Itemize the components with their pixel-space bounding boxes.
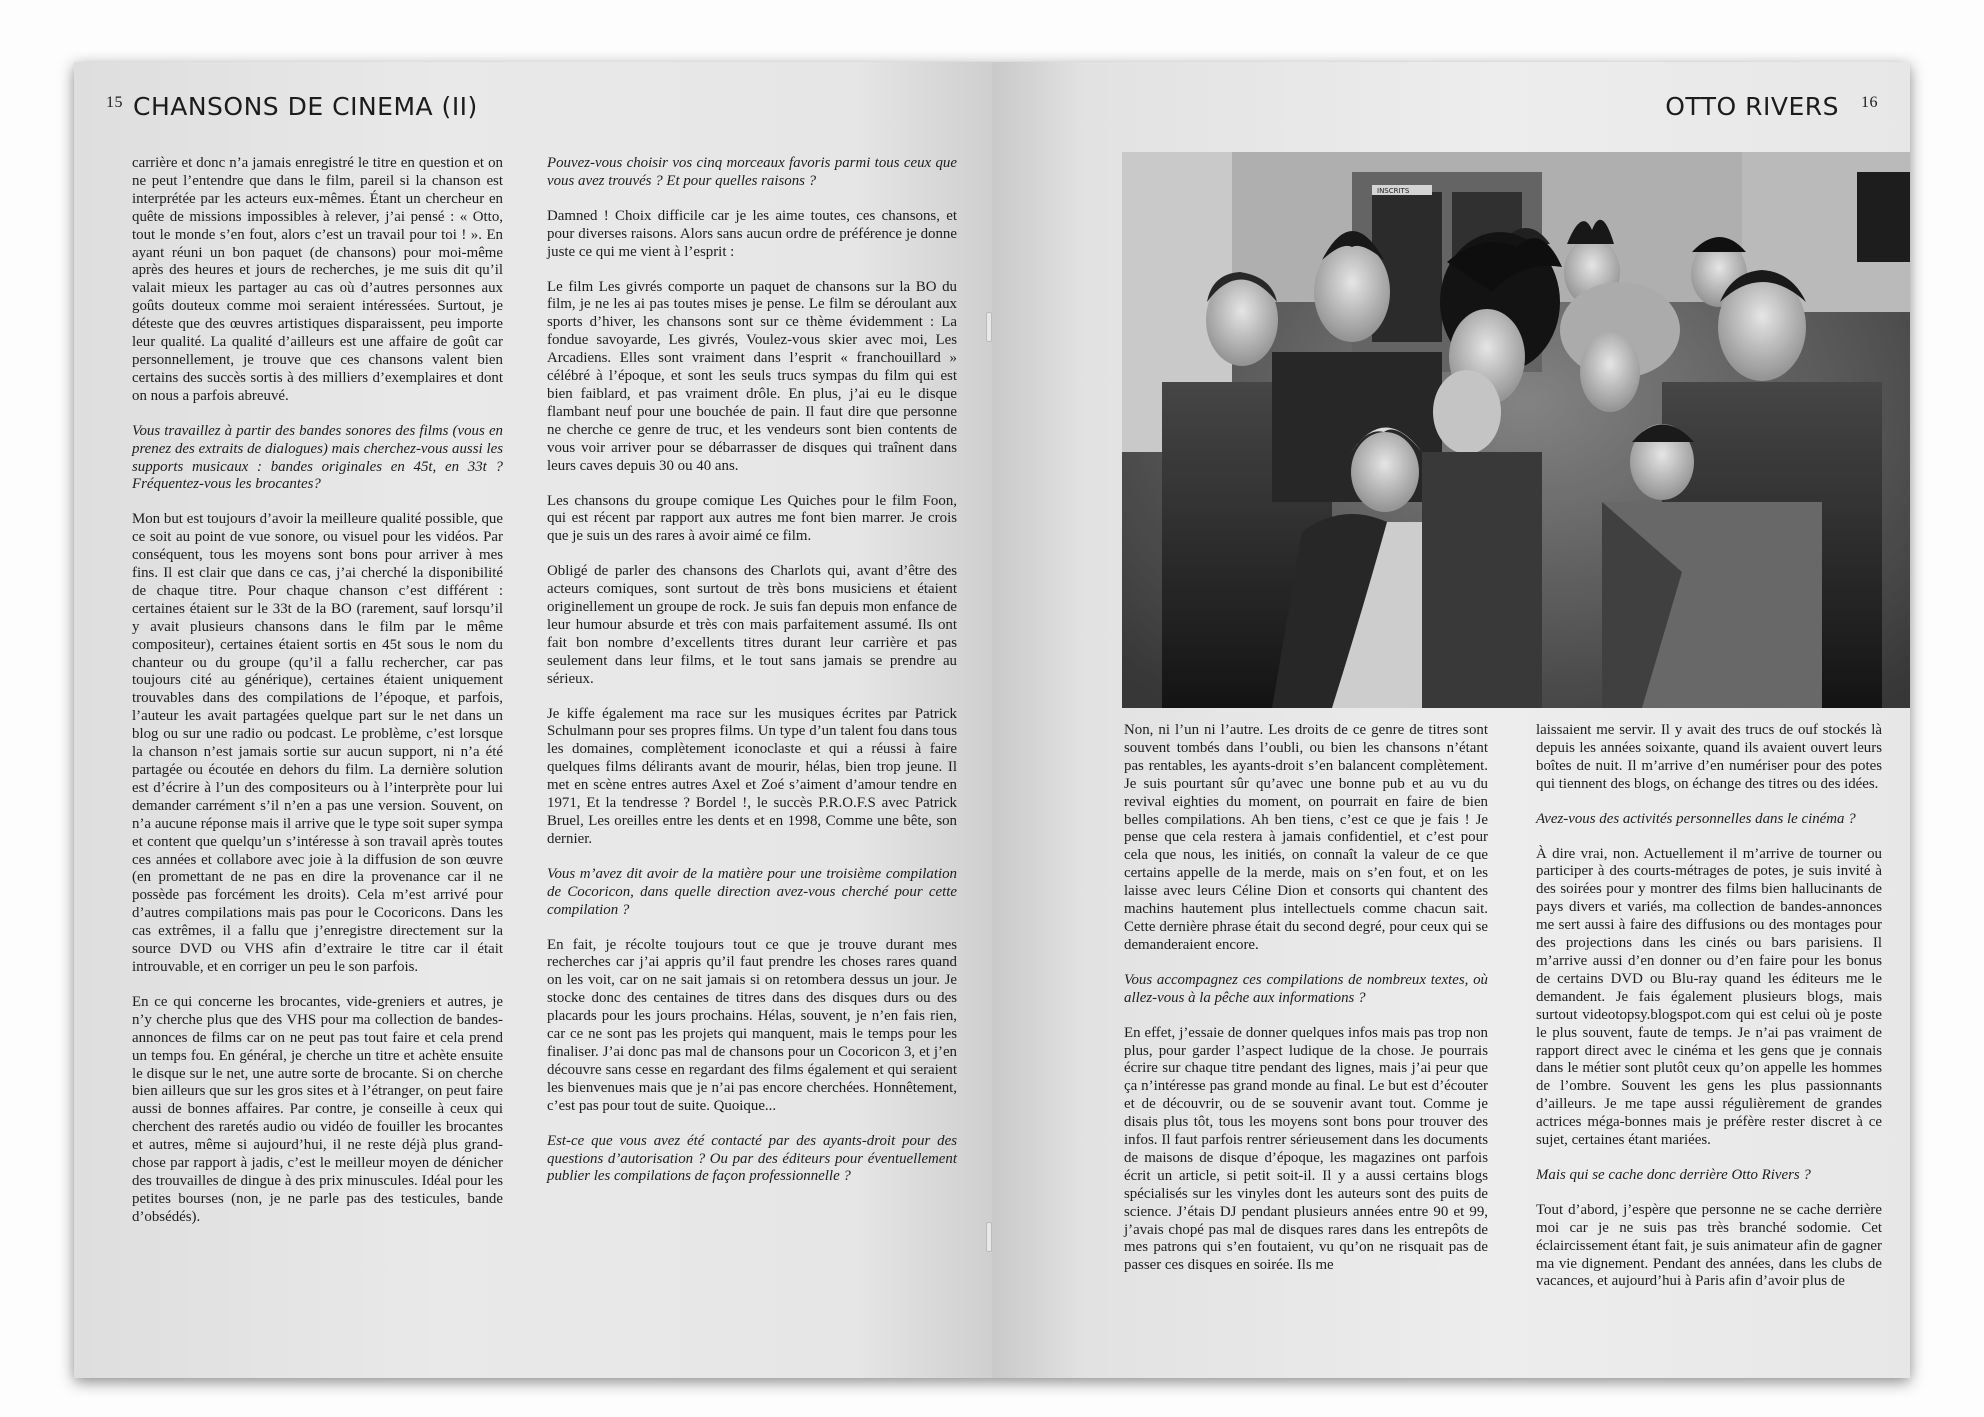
text-column-4 [1536,722,1882,1291]
page-number-left: 15 [106,94,123,111]
interview-answer: Damned ! Choix difficile car je les aime toutes, ces chansons, et pour diverses raisons. Alors sans aucun ordre de préférence je donne juste ce qui me vient à l’esprit : [547,207,957,260]
interview-answer: Non, ni l’un ni l’autre. Les droits de ce genre de titres sont souvent tombés dans l’oubli, ou bien les chansons n’étant pas rentables, les ayants-droit s’en balancent complètement. Je suis pourtant sûr qu’avec une bonne pub et au vu du revival eighties du moment, on pourrait en faire de bien belles compilations. Ah ben tiens, c’est ce que je fais ! Je pense que cela restera à jamais confidentiel, et c’est pour cela que nous, les initiés, on connaît la valeur de ce que certains appelle de la merde, mais on s’en fout, et on les laisse avec leurs Céline Dion et consorts qui chantent des machins hautement plus intellectuels comme chacun sait. Cette dernière phrase était du second degré, pour ceux qui se demanderaient encore. [1124,722,1488,953]
interview-question: Vous m’avez dit avoir de la matière pour une troisième compilation de Cocoricon, dans quelle direction avez-vous cherché pour cette compilation ? [547,865,957,918]
interview-answer: carrière et donc n’a jamais enregistré le titre en question et on ne peut l’entendre que dans le film, pareil si la chanson est interprétée par les acteurs eux-mêmes. Étant un chercheur en quête de missions impossibles à relever, j’ai pensé : « Otto, tout le monde s’en fout, alors c’est un travail pour toi ! ». En ayant réuni un bon paquet (de chansons) pour moi-même après des heures et jours de recherches, je me suis dit qu’il valait mieux les partager au cas où d’autres personnes aux goûts douteux comme moi seraient intéressées. Surtout, je déteste que des œuvres artistiques disparaissent, peu importe leur qualité. La qualité d’ailleurs est une affaire de goût car personnellement, je trouve que ces chansons valent bien certains des succès sortis à des milliers d’exemplaires et dont on nous a parfois abreuvé. [132,155,503,404]
section-title: CHANSONS DE CINEMA (II) [133,92,478,121]
left-page [74,62,992,1378]
text-column-3 [1124,722,1488,1275]
group-photo [1122,152,1910,708]
interview-answer: Tout d’abord, j’espère que personne ne se cache derrière moi car je ne suis pas très branché sodomie. Cet éclaircissement étant fait, je suis animateur afin de gagner ma vie dignement. Pendant des années, dans les clubs de vacances, et aujourd’hui à Paris afin d’avoir plus de [1536,1201,1882,1290]
interview-question: Pouvez-vous choisir vos cinq morceaux favoris parmi tous ceux que vous avez trouvés ? Et pour quelles raisons ? [547,155,957,189]
interview-answer: Obligé de parler des chansons des Charlots qui, avant d’être des acteurs comiques, sont surtout de très bons musiciens et étaient originellement un groupe de rock. Je suis fan depuis mon enfance de leur humour absurde et très con mais parfaitement assumé. Ils ont fait bon nombre d’excellents titres durant leur carrière et pas seulement dans leur films, et le tout sans jamais se prendre au sérieux. [547,563,957,687]
interview-answer: À dire vrai, non. Actuellement il m’arrive de tourner ou participer à des courts-métrages de potes, je suis invité à des soirées pour y montrer des films bien hallucinants de pays divers et variés, ma collection de bandes-annonces me sert aussi à faire des diffusions ou des montages pour des projections dans les cinés ou bars parisiens. Il m’arrive aussi d’en donner ou d’en faire pour les bonus de certains DVD ou Blu-ray quand les éditeurs me le demandent. Je fais également plusieurs blogs, mais surtout videotopsy.blogspot.com qui est celui où je poste le plus souvent, faute de temps. Je n’ai pas vraiment de rapport direct avec le cinéma et les gens que je connais dans le métier sont plutôt ceux qu’on appelle les hommes de l’ombre. Souvent les gens les plus passionnants d’ailleurs. Je me tape aussi régulièrement de grandes actrices méga-bonnes mais je préfère rester discret à ce sujet, certaines étant mariées. [1536,845,1882,1149]
group-photo-image [1122,152,1910,708]
interview-question: Vous accompagnez ces compilations de nombreux textes, où allez-vous à la pêche aux informations ? [1124,971,1488,1006]
interview-answer: En ce qui concerne les brocantes, vide-greniers et autres, je n’y cherche plus que des VHS pour ma collection de bandes-annonces de films car on ne peut pas tout faire et cela prend un temps fou. En général, je cherche un titre et achète ensuite le disque sur le net, une autre sorte de brocante. Si on cherche bien ailleurs que sur les gros sites et à l’étranger, on peut faire aussi de bonnes affaires. Par contre, je conseille à ceux qui cherchent des raretés audio ou vidéo de fouiller les brocantes et autres, même si aujourd’hui, il ne reste déjà plus grand-chose par rapport à jadis, c’est le meilleur moyen de dénicher des trouvailles de dingue à des prix minuscules. Idéal pour les petites bourses (non, je ne parle pas des testicules, bande d’obsédés). [132,993,503,1225]
right-page [992,62,1910,1378]
interview-answer: En effet, j’essaie de donner quelques infos mais pas trop non plus, pour garder l’aspect ludique de la chose. Je pourrais écrire sur chaque titre pendant des lignes, mais j’ai peur que ça n’intéresse pas grand monde au final. Le but est d’écouter et de découvrir, ou de se souvenir avant tout. Comme je disais plus tôt, tous les moyens sont bons pour trouver des infos. Il faut parfois rentrer sérieusement dans les documents de maisons de disque d’époque, les magazines ont parfois écrit un article, si petit soit-il. Il y a aussi certains blogs spécialisés sur les vinyles dont les auteurs sont des puits de science. J’étais DJ pendant plusieurs années entre 90 et 99, j’avais chopé pas mal de disques rares dans les entrepôts de mes patrons qui s’en foutaient, vu qu’on ne risquait pas de passer ces disques en soirée. Ils me [1124,1024,1488,1274]
left-page-header [106,92,478,121]
right-page-header [1665,92,1878,121]
magazine-spread [74,62,1910,1378]
interview-answer: Je kiffe également ma race sur les musiques écrites par Patrick Schulmann pour ses propres films. Un type d’un talent fou dans tous les domaines, complètement iconoclaste et qui a réussi à faire quelques films délirants avant de mourir, hélas, bien trop jeune. Il met en scène entres autres Axel et Zoé s’aiment d’amour tendre en 1971, Et la tendresse ? Bordel !, le succès P.R.O.F.S avec Patrick Bruel, Les oreilles entre les dents et en 1998, Comme une bête, son dernier. [547,705,957,847]
interview-question: Mais qui se cache donc derrière Otto Rivers ? [1536,1166,1811,1183]
interview-answer: En fait, je récolte toujours tout ce que je trouve durant mes recherches car j’ai appris qu’il faut prendre les choses rares quand on les voit, car on ne sait jamais si on retombera dessus un jour. Je stocke donc des centaines de titres dans des disques durs ou des placards pour les jours prochains. Hélas, souvent, je n’en fais rien, car ce ne sont pas les projets qui manquent, mais le temps pour les finaliser. J’ai donc pas mal de chansons pour un Cocoricon 3, et j’en découvre sans cesse en regardant des films également et qui seraient les bienvenues mais que je n’ai pas encore cherchées. Honnêtement, c’est pas pour tout de suite. Quoique... [547,936,957,1114]
interview-question: Avez-vous des activités personnelles dans le cinéma ? [1536,810,1856,827]
interview-answer: laissaient me servir. Il y avait des trucs de ouf stockés là depuis les années soixante, quand ils avaient ouvert leurs boîtes de nuit. Il m’arrive d’en numériser pour des potes qui tiennent des blogs, on échange des titres ou des idées. [1536,722,1882,792]
interview-answer: Les chansons du groupe comique Les Quiches pour le film Foon, qui est récent par rapport aux autres me font bien marrer. Je crois que je suis un des rares à avoir aimé ce film. [547,492,957,545]
door-sign-text: INSCRITS [1377,187,1410,195]
text-column-2 [547,155,957,1186]
interview-question: Vous travaillez à partir des bandes sonores des films (vous en prenez des extraits de dialogues) mais cherchez-vous aussi les supports musicaux : bandes originales en 45t, en 33t ? Fréquentez-vous les brocantes? [132,422,503,493]
interview-answer: Le film Les givrés comporte un paquet de chansons sur la BO du film, je ne les ai pas toutes mises je pense. Le film se déroulant aux sports d’hiver, les chansons sont sur ce thème évidemment : La fondue savoyarde, Les givrés, Voulez-vous skier avec moi, Les Arcadiens. Elles sont vraiment dans l’esprit « franchouillard » célébré à l’époque, et sont les seuls trucs sympas du film qui est bien faiblard, et pas vraiment drôle. En plus, j’ai eu le disque flambant neuf pour une bouchée de pain. Il faut dire que personne ne cherche ce genre de truc, et les vendeurs sont bien contents de vous voir arriver pour se débarrasser de disques qui traînent dans leurs caves depuis 30 ou 40 ans. [547,278,957,474]
interview-question: Est-ce que vous avez été contacté par des ayants-droit pour des questions d’autorisation ? Ou par des éditeurs pour éventuellement publier les compilations de façon professionnelle ? [547,1132,957,1185]
page-number-right: 16 [1861,94,1878,111]
author-title: OTTO RIVERS [1665,92,1839,121]
interview-answer: Mon but est toujours d’avoir la meilleure qualité possible, que ce soit au point de vue sonore, ou visuel pour les vidéos. Par conséquent, tous les moyens sont bons pour arriver à mes fins. Il est clair que dans ce cas, j’ai cherché la disponibilité de chaque titre. Pour chaque chanson c’est différent : certaines étaient sur le 33t de la BO (rarement, sauf lorsqu’il y avait plusieurs chansons dans le film par le même compositeur), certaines étaient sortis en 45t sous le nom du chanteur ou du groupe (qu’il a fallu rechercher, car pas toujours cité au générique), certaines étaient uniquement trouvables dans des compilations de l’époque, et parfois, l’auteur les avait partagées quelque part sur le net dans un blog ou sur une radio ou podcast. Le problème, c’est lorsque la chanson n’est jamais sortie sur aucun support, ni n’a été partagée ou écoutée en dehors du film. La dernière solution est d’écrire à l’un des compositeurs ou à l’interprète pour lui demander carrément s’il n’en a pas une version. Souvent, on n’a aucune réponse mais il arrive que le type soit super sympa et content que quelqu’un s’intéresse à son travail après toutes ces années et collabore avec joie à la diffusion de son œuvre (en promettant de ne pas en dire la provenance car il ne possède pas forcément les droits). Cela m’est arrivé pour d’autres compilations mais pas pour le Cocoricons. Dans les cas extrêmes, il a fallu que j’enregistre directement sur la source DVD ou VHS afin d’extraire le titre car il était introuvable, et en corriger un peu le son parfois. [132,511,503,975]
text-column-1 [132,155,503,1227]
